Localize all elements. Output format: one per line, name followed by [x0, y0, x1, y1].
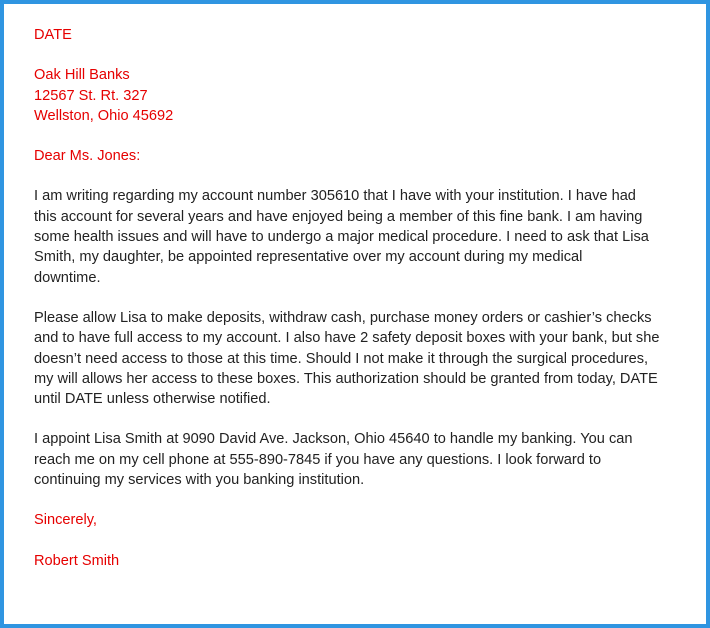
closing: [34, 510, 698, 530]
signature-name: Robert Smith: [34, 552, 120, 569]
closing-text: Sincerely,: [34, 512, 97, 529]
salutation: [34, 146, 698, 166]
paragraph-line: some health issues and will have to undergo a major medical procedure. I need to ask that Lisa: [34, 229, 649, 246]
paragraph-line: my will allows her access to these boxes. This authorization should be granted from today, DATE: [34, 370, 658, 387]
paragraph-line: until DATE unless otherwise notified.: [34, 391, 271, 408]
body-paragraph-2: [34, 308, 698, 409]
letter-date: [34, 25, 698, 45]
paragraph-line: and to have full access to my account. I also have 2 safety deposit boxes with your bank, but she: [34, 330, 660, 347]
body-paragraph-1: [34, 186, 698, 287]
paragraph-line: Please allow Lisa to make deposits, withdraw cash, purchase money orders or cashier’s checks: [34, 309, 652, 326]
paragraph-line: downtime.: [34, 269, 101, 286]
recipient-city-state-zip: Wellston, Ohio 45692: [34, 107, 174, 124]
recipient-address: [34, 65, 698, 126]
paragraph-line: Smith, my daughter, be appointed representative over my account during my medical: [34, 249, 583, 266]
date-text: DATE: [34, 27, 72, 43]
paragraph-line: this account for several years and have enjoyed being a member of this fine bank. I am having: [34, 208, 643, 225]
recipient-name: Oak Hill Banks: [34, 67, 130, 84]
signature: [34, 551, 698, 571]
salutation-text: Dear Ms. Jones:: [34, 148, 141, 165]
letter-body: [34, 25, 698, 571]
paragraph-line: I am writing regarding my account number 305610 that I have with your institution. I have had: [34, 188, 636, 205]
body-paragraph-3: [34, 429, 698, 490]
paragraph-line: I appoint Lisa Smith at 9090 David Ave. Jackson, Ohio 45640 to handle my banking. You can: [34, 431, 633, 448]
paragraph-line: reach me on my cell phone at 555-890-7845 if you have any questions. I look forward to: [34, 451, 602, 468]
paragraph-line: doesn’t need access to those at this time. Should I not make it through the surgical procedures,: [34, 350, 649, 367]
recipient-street: 12567 St. Rt. 327: [34, 87, 148, 104]
paragraph-line: continuing my services with you banking institution.: [34, 472, 365, 489]
